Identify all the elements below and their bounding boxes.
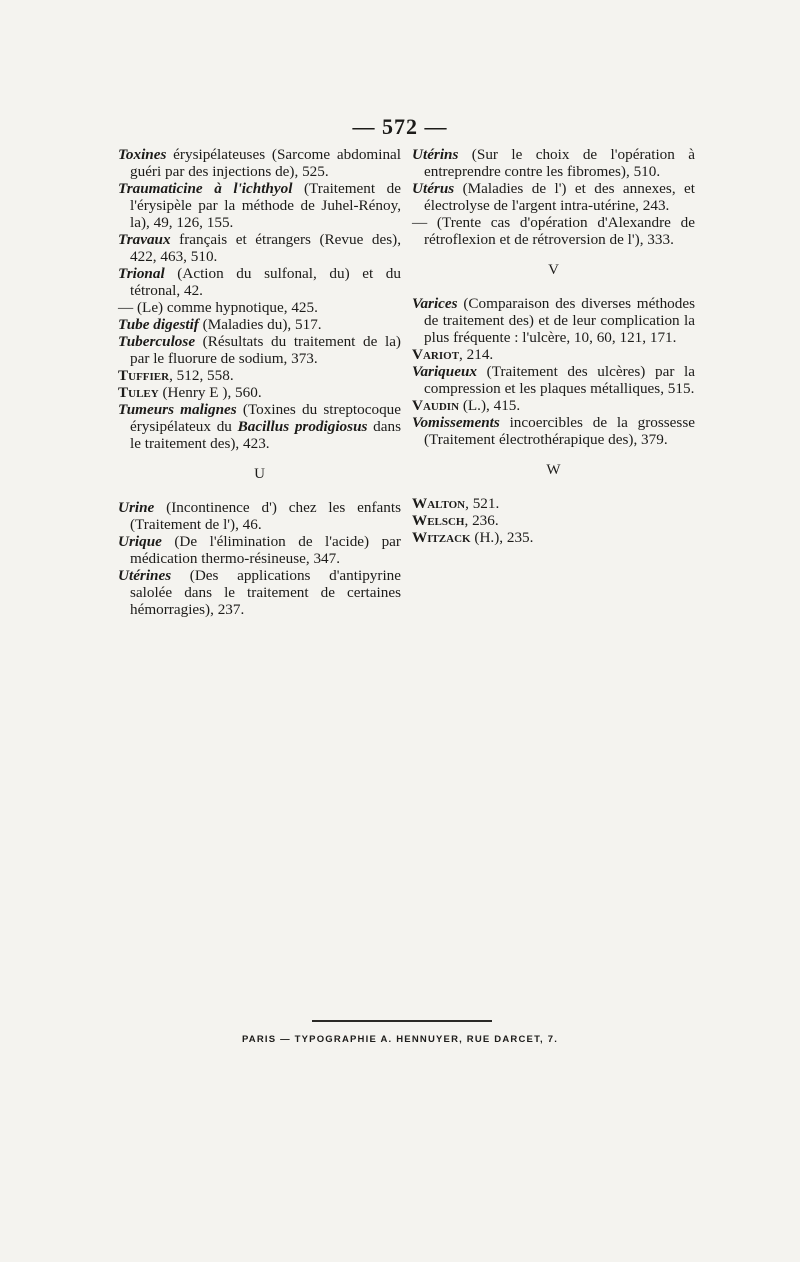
entry-text: , 214. (459, 346, 494, 363)
index-entry (118, 499, 401, 533)
index-entry (118, 299, 401, 316)
entry-text: (H.), 235. (470, 529, 534, 546)
entry-term: Varices (412, 295, 458, 312)
index-entry (412, 214, 695, 248)
section-letter-w: W (546, 462, 561, 478)
entry-text: érysipélateuses (Sarcome abdominal guéri par des injections de), 525. (130, 146, 401, 180)
page-number: — 572 — (352, 114, 448, 139)
entry-name: Tuley (118, 384, 159, 401)
entry-text: (Résultats du traitement de la) par le fluorure de sodium, 373. (130, 333, 401, 367)
entry-term: Bacillus prodigiosus (237, 418, 368, 435)
entries-v (412, 295, 695, 448)
entry-text: (Sur le choix de l'opération à entreprendre contre les fibromes), 510. (424, 146, 695, 180)
index-entry (118, 567, 401, 618)
section-letter-v: V (548, 262, 559, 278)
entries-u-continued (412, 146, 695, 248)
entry-name: Witzack (412, 529, 471, 546)
entry-text: (Henry E ), 560. (158, 384, 262, 401)
entries-u (118, 499, 401, 618)
entry-name: Walton (412, 495, 466, 512)
entry-text: (Action du sulfonal, du) et du tétronal, 42. (130, 265, 401, 299)
entry-term: Toxines (118, 146, 167, 163)
entry-term: Traumaticine à l'ichthyol (118, 180, 293, 197)
entry-text: (L.), 415. (459, 397, 521, 414)
entry-text: — (Le) comme hypnotique, 425. (118, 299, 318, 316)
printer-imprint: PARIS — TYPOGRAPHIE A. HENNUYER, RUE DARCET, 7. (241, 1034, 559, 1045)
entry-term: Trional (118, 265, 165, 282)
entry-text: — (Trente cas d'opération d'Alexandre de rétroflexion et de rétroversion de l'), 333. (412, 214, 695, 248)
entry-term: Utérines (118, 567, 172, 584)
entry-text: (Traitement des ulcères) par la compression et les plaques métalliques, 515. (424, 363, 695, 397)
entry-text: dans le traitement des), 423. (130, 418, 401, 452)
index-entry (118, 333, 401, 367)
index-entry (118, 384, 401, 401)
entry-text: (Toxines du streptocoque érysipélateux du (130, 401, 401, 435)
index-entry (118, 180, 401, 231)
entry-text: (De l'élimination de l'acide) par médication thermo-résineuse, 347. (130, 533, 401, 567)
entry-text: français et étrangers (Revue des), 422, 463, 510. (130, 231, 401, 265)
right-column (412, 146, 695, 546)
index-entry (412, 180, 695, 214)
entry-text: (Des applications d'antipyrine salolée dans le traitement de certaines hémorragies), 237. (130, 567, 401, 618)
index-entry (118, 231, 401, 265)
entry-term: Urique (118, 533, 162, 550)
entries-t (118, 146, 401, 452)
entry-name: Tuffier (118, 367, 170, 384)
index-entry (412, 146, 695, 180)
entry-text: incoercibles de la grossesse (Traitement électrothérapique des), 379. (424, 414, 695, 448)
entries-w (412, 495, 695, 546)
entry-text: , 236. (464, 512, 499, 529)
entry-text: , 521. (465, 495, 500, 512)
index-entry (412, 295, 695, 346)
index-entry (412, 414, 695, 448)
entry-name: Variot (412, 346, 460, 363)
entry-term: Utérins (412, 146, 459, 163)
entry-term: Vomissements (412, 414, 500, 431)
entry-text: (Incontinence d') chez les enfants (Traitement de l'), 46. (130, 499, 401, 533)
index-entry (412, 397, 695, 414)
entry-term: Tumeurs malignes (118, 401, 237, 418)
section-letter-u: U (254, 466, 265, 482)
entry-term: Tube digestif (118, 316, 199, 333)
entry-text: (Comparaison des diverses méthodes de traitement des) et de leur complication la plus fréquente : l'ulcère, 10, 60, 121, 171. (424, 295, 695, 346)
index-entry (412, 346, 695, 363)
index-entry (118, 533, 401, 567)
entry-text: (Traitement de l'érysipèle par la méthode de Juhel-Rénoy, la), 49, 126, 155. (130, 180, 401, 231)
entry-term: Tuberculose (118, 333, 196, 350)
index-entry (412, 529, 695, 546)
index-entry (412, 512, 695, 529)
index-entry (118, 367, 401, 384)
left-column (118, 146, 401, 618)
entry-name: Welsch (412, 512, 465, 529)
entry-text: (Maladies de l') et des annexes, et électrolyse de l'argent intra-utérine, 243. (424, 180, 695, 214)
index-entry (118, 146, 401, 180)
index-entry (118, 316, 401, 333)
entry-term: Travaux (118, 231, 171, 248)
entry-term: Urine (118, 499, 155, 516)
index-entry (118, 401, 401, 452)
entry-term: Utérus (412, 180, 455, 197)
index-entry (412, 363, 695, 397)
entry-term: Variqueux (412, 363, 477, 380)
footer-rule (312, 1020, 492, 1022)
entry-text: (Maladies du), 517. (198, 316, 322, 333)
index-entry (412, 495, 695, 512)
entry-name: Vaudin (412, 397, 460, 414)
index-entry (118, 265, 401, 299)
entry-text: , 512, 558. (169, 367, 234, 384)
